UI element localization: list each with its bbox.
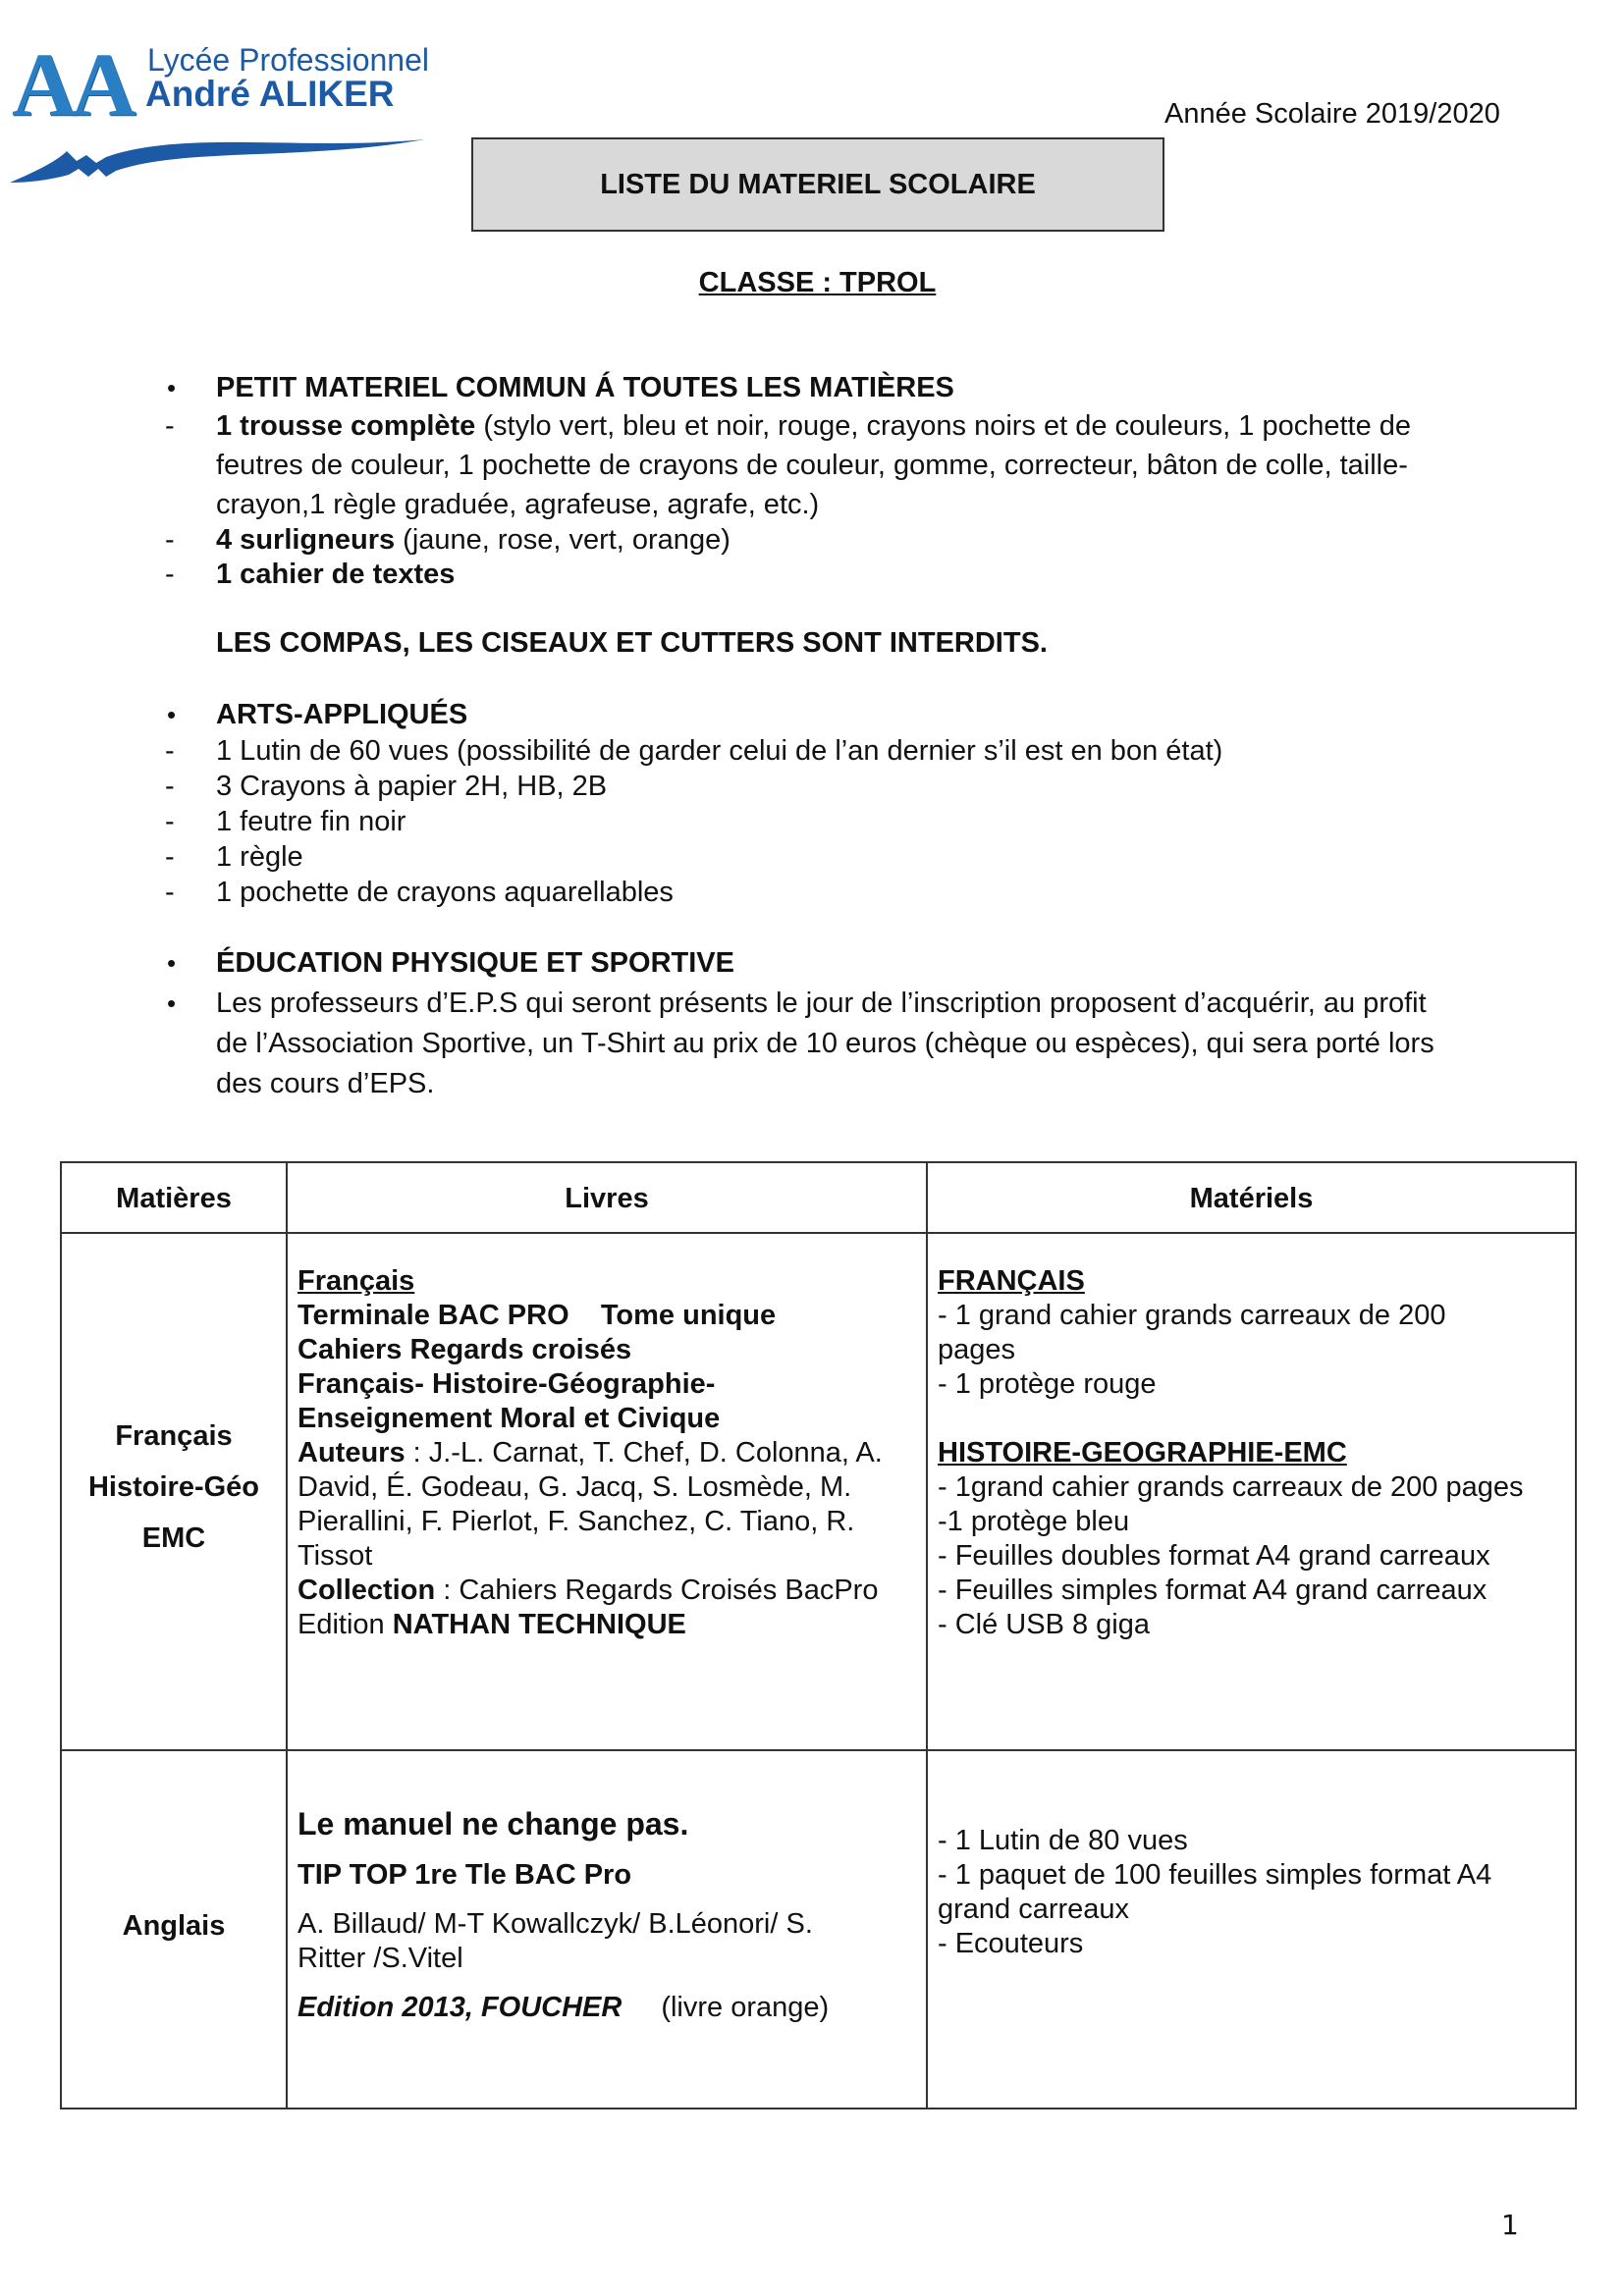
- dash-icon: -: [165, 806, 175, 837]
- list-item: 1 trousse complète (stylo vert, bleu et noir, rouge, crayons noirs et de couleurs, 1 pochette de: [216, 410, 1412, 442]
- table-row-subject: Anglais: [122, 1910, 226, 1942]
- column-divider: [286, 1163, 288, 2108]
- document-title-box: [471, 137, 1164, 232]
- table-row-materials: FRANÇAIS - 1 grand cahier grands carreaux de 200 pages - 1 protège rouge HISTOIRE-GEOGRAPHIE-EMC - 1grand cahier grands carreaux de 200 pages -1 protège bleu - Feuilles doubles format A4 grand carreaux - Feuilles simples format A4 grand carreaux - Clé USB 8 giga: [938, 1264, 1571, 1642]
- logo-wave-icon: [8, 112, 430, 190]
- supplies-table: [60, 1161, 1577, 2109]
- section-heading: PETIT MATERIEL COMMUN Á TOUTES LES MATIÈRES: [216, 372, 954, 403]
- dash-icon: -: [165, 771, 175, 802]
- logo-monogram: AA: [12, 34, 131, 134]
- bullet-icon: •: [167, 700, 177, 729]
- table-row-subject: Français Histoire-Géo EMC: [87, 1420, 260, 1554]
- paragraph-line: Les professeurs d’E.P.S qui seront présents le jour de l’inscription proposent d’acquérir, au profit: [216, 988, 1427, 1019]
- list-item: 1 pochette de crayons aquarellables: [216, 877, 674, 908]
- dash-icon: -: [165, 877, 175, 908]
- table-row-books: Le manuel ne change pas. TIP TOP 1re Tle BAC Pro A. Billaud/ M-T Kowallczyk/ B.Léonori/ S. Ritter /S.Vitel Edition 2013, FOUCHER (livre orange): [298, 1806, 830, 2023]
- list-item: 3 Crayons à papier 2H, HB, 2B: [216, 771, 608, 802]
- list-item: 1 Lutin de 60 vues (possibilité de garder celui de l’an dernier s’il est en bon état): [216, 735, 1223, 767]
- section-arts-appliques: [0, 697, 1623, 913]
- list-item-continued: feutres de couleur, 1 pochette de crayons de couleur, gomme, correcteur, bâton de colle, taille-: [216, 450, 1408, 481]
- table-row-books: Français Terminale BAC PRO Tome unique Cahiers Regards croisés Français- Histoire-Géographie- Enseignement Moral et Civique Auteurs : J.-L. Carnat, T. Chef, D. Colonna, A. David, É. Godeau, G. Jacq, S. Losmède, M. Pierallini, F. Pierlot, F. Sanchez, C. Tiano, R. Tissot Collection : Cahiers Regards Croisés BacPro Edition NATHAN TECHNIQUE: [298, 1265, 883, 1640]
- dash-icon: -: [165, 735, 175, 767]
- list-item: 1 cahier de textes: [216, 559, 456, 590]
- warning-forbidden-items: LES COMPAS, LES CISEAUX ET CUTTERS SONT INTERDITS.: [216, 627, 1048, 659]
- document-title: LISTE DU MATERIEL SCOLAIRE: [600, 168, 1036, 200]
- materials-group-title: HISTOIRE-GEOGRAPHIE-EMC: [938, 1437, 1347, 1468]
- section-common-materials: [0, 370, 1623, 596]
- dash-icon: -: [165, 524, 175, 556]
- dash-icon: -: [165, 841, 175, 873]
- list-item-continued: crayon,1 règle graduée, agrafeuse, agrafe, etc.): [216, 489, 820, 520]
- page-number: 1: [1501, 2209, 1519, 2241]
- bullet-icon: •: [167, 988, 177, 1018]
- table-row-materials: - 1 Lutin de 80 vues - 1 paquet de 100 feuilles simples format A4 grand carreaux - Ecouteurs: [938, 1825, 1492, 1959]
- school-year: Année Scolaire 2019/2020: [1164, 98, 1500, 130]
- header-livres: Livres: [565, 1182, 649, 1214]
- list-item: 4 surligneurs (jaune, rose, vert, orange): [216, 524, 730, 556]
- class-label: CLASSE : TPROL: [698, 267, 937, 298]
- section-heading: ÉDUCATION PHYSIQUE ET SPORTIVE: [216, 947, 734, 979]
- paragraph-line: des cours d’EPS.: [216, 1068, 435, 1099]
- materials-group-title: FRANÇAIS: [938, 1265, 1085, 1297]
- school-logo: [8, 34, 430, 155]
- dash-icon: -: [165, 559, 175, 590]
- header-materiels: Matériels: [1189, 1182, 1314, 1214]
- logo-line-2: André ALIKER: [145, 74, 395, 114]
- header-matieres: Matières: [116, 1182, 232, 1214]
- section-eps: [0, 945, 1623, 1112]
- dash-icon: -: [165, 410, 175, 442]
- bullet-icon: •: [167, 948, 177, 978]
- row-divider: [62, 1749, 1575, 1751]
- section-heading: ARTS-APPLIQUÉS: [216, 699, 468, 730]
- logo-line-1: Lycée Professionnel: [147, 42, 429, 78]
- column-divider: [926, 1163, 928, 2108]
- list-item: 1 feutre fin noir: [216, 806, 406, 837]
- paragraph-line: de l’Association Sportive, un T-Shirt au prix de 10 euros (chèque ou espèces), qui sera porté lors: [216, 1028, 1434, 1059]
- list-item: 1 règle: [216, 841, 303, 873]
- bullet-icon: •: [167, 373, 177, 402]
